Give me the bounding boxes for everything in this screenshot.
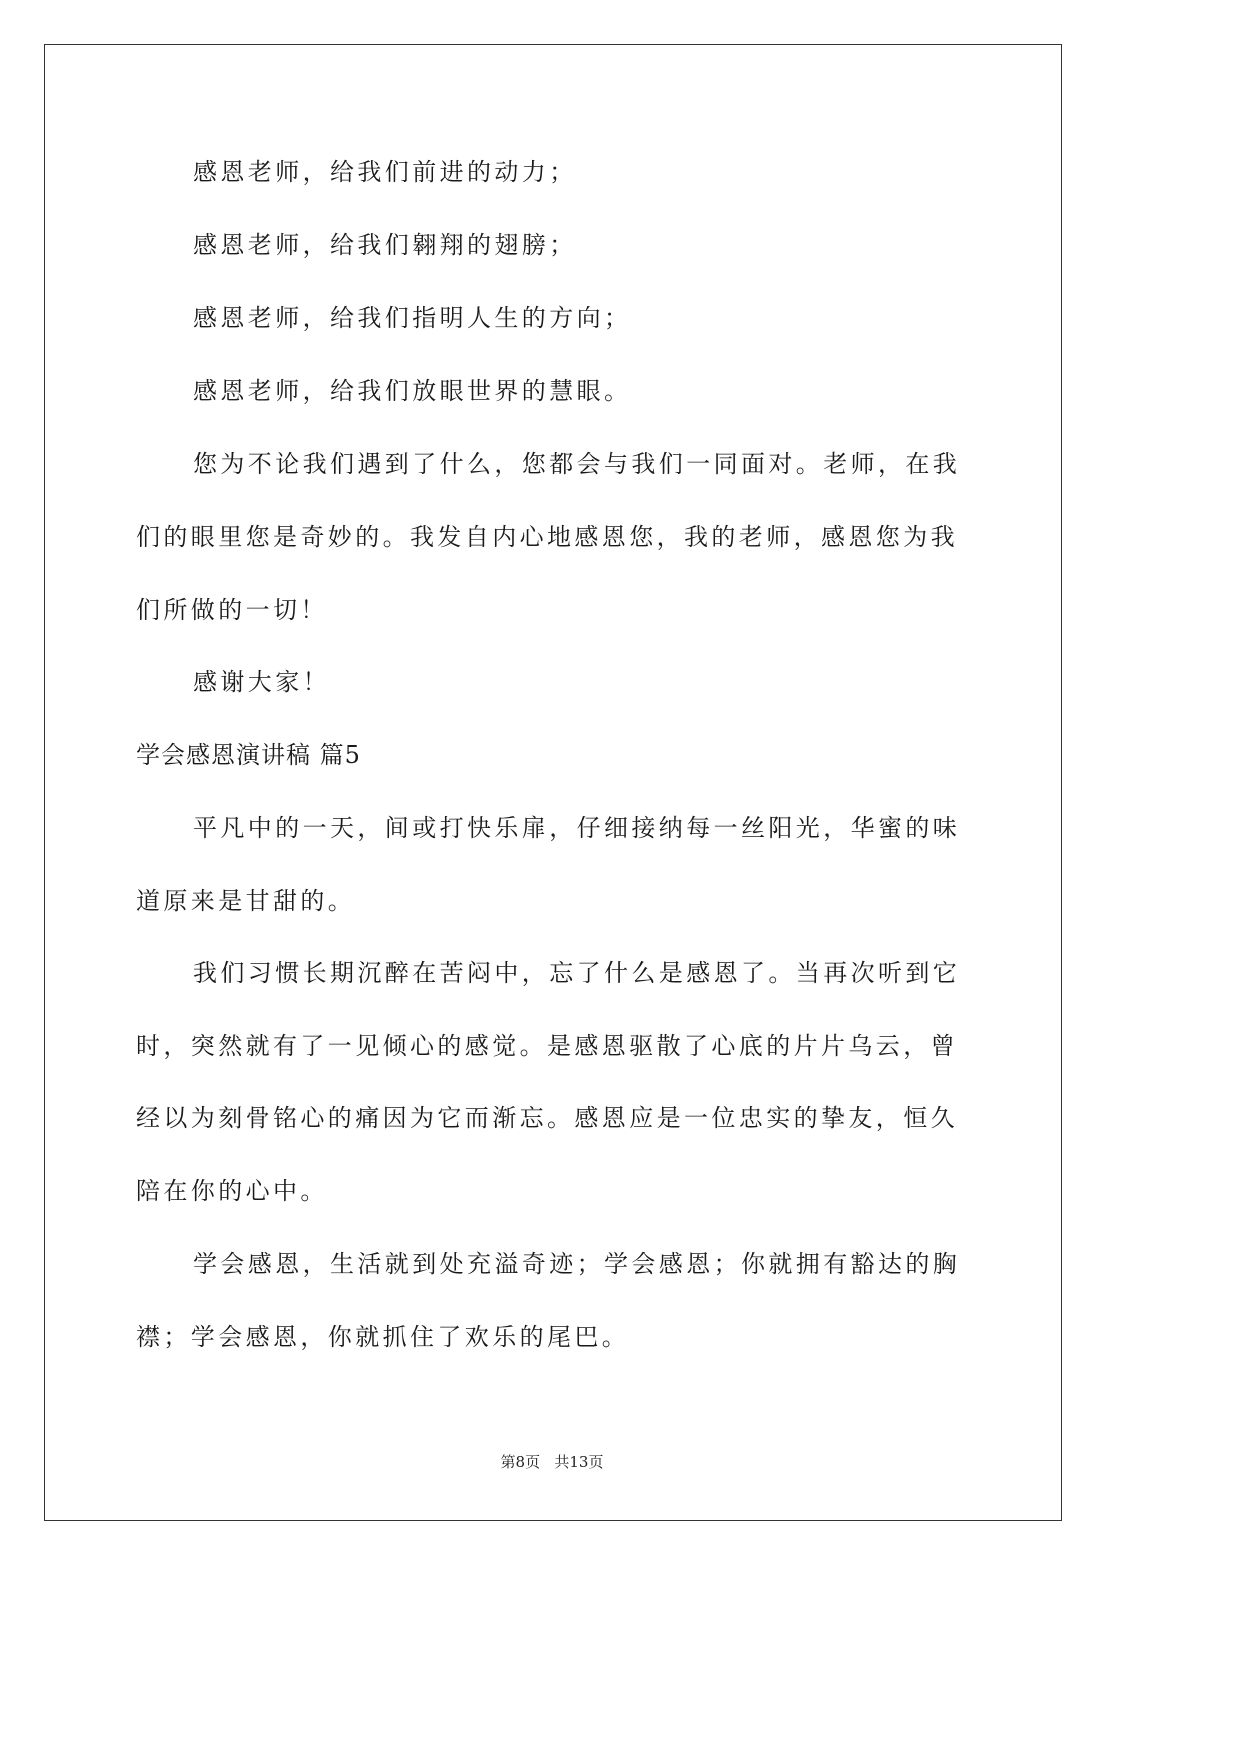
paragraph-line: 襟；学会感恩，你就抓住了欢乐的尾巴。: [136, 1323, 630, 1351]
paragraph-line: 们的眼里您是奇妙的。我发自内心地感恩您，我的老师，感恩您为我: [136, 523, 958, 551]
paragraph-line: 感恩老师，给我们翱翔的翅膀；: [193, 231, 577, 259]
paragraph-line: 学会感恩，生活就到处充溢奇迹；学会感恩；你就拥有豁达的胸: [193, 1250, 961, 1278]
paragraph-line: 经以为刻骨铭心的痛因为它而渐忘。感恩应是一位忠实的挚友，恒久: [136, 1104, 958, 1132]
paragraph-line: 们所做的一切！: [136, 596, 328, 624]
paragraph-line: 感恩老师，给我们指明人生的方向；: [193, 304, 632, 332]
page-number-footer: 第8页 共13页: [500, 1453, 604, 1471]
paragraph-line: 感恩老师，给我们前进的动力；: [193, 158, 577, 186]
section-heading: 学会感恩演讲稿 篇5: [136, 741, 361, 769]
paragraph-line: 您为不论我们遇到了什么，您都会与我们一同面对。老师，在我: [193, 450, 961, 478]
paragraph-line: 陪在你的心中。: [136, 1177, 328, 1205]
paragraph-line: 平凡中的一天，间或打快乐扉，仔细接纳每一丝阳光，华蜜的味: [193, 814, 961, 842]
page-border: [44, 44, 1062, 1521]
paragraph-line: 时，突然就有了一见倾心的感觉。是感恩驱散了心底的片片乌云，曾: [136, 1032, 958, 1060]
paragraph-line: 道原来是甘甜的。: [136, 887, 356, 915]
paragraph-line: 我们习惯长期沉醉在苦闷中，忘了什么是感恩了。当再次听到它: [193, 959, 961, 987]
paragraph-line: 感恩老师，给我们放眼世界的慧眼。: [193, 377, 632, 405]
paragraph-line: 感谢大家！: [193, 668, 330, 696]
